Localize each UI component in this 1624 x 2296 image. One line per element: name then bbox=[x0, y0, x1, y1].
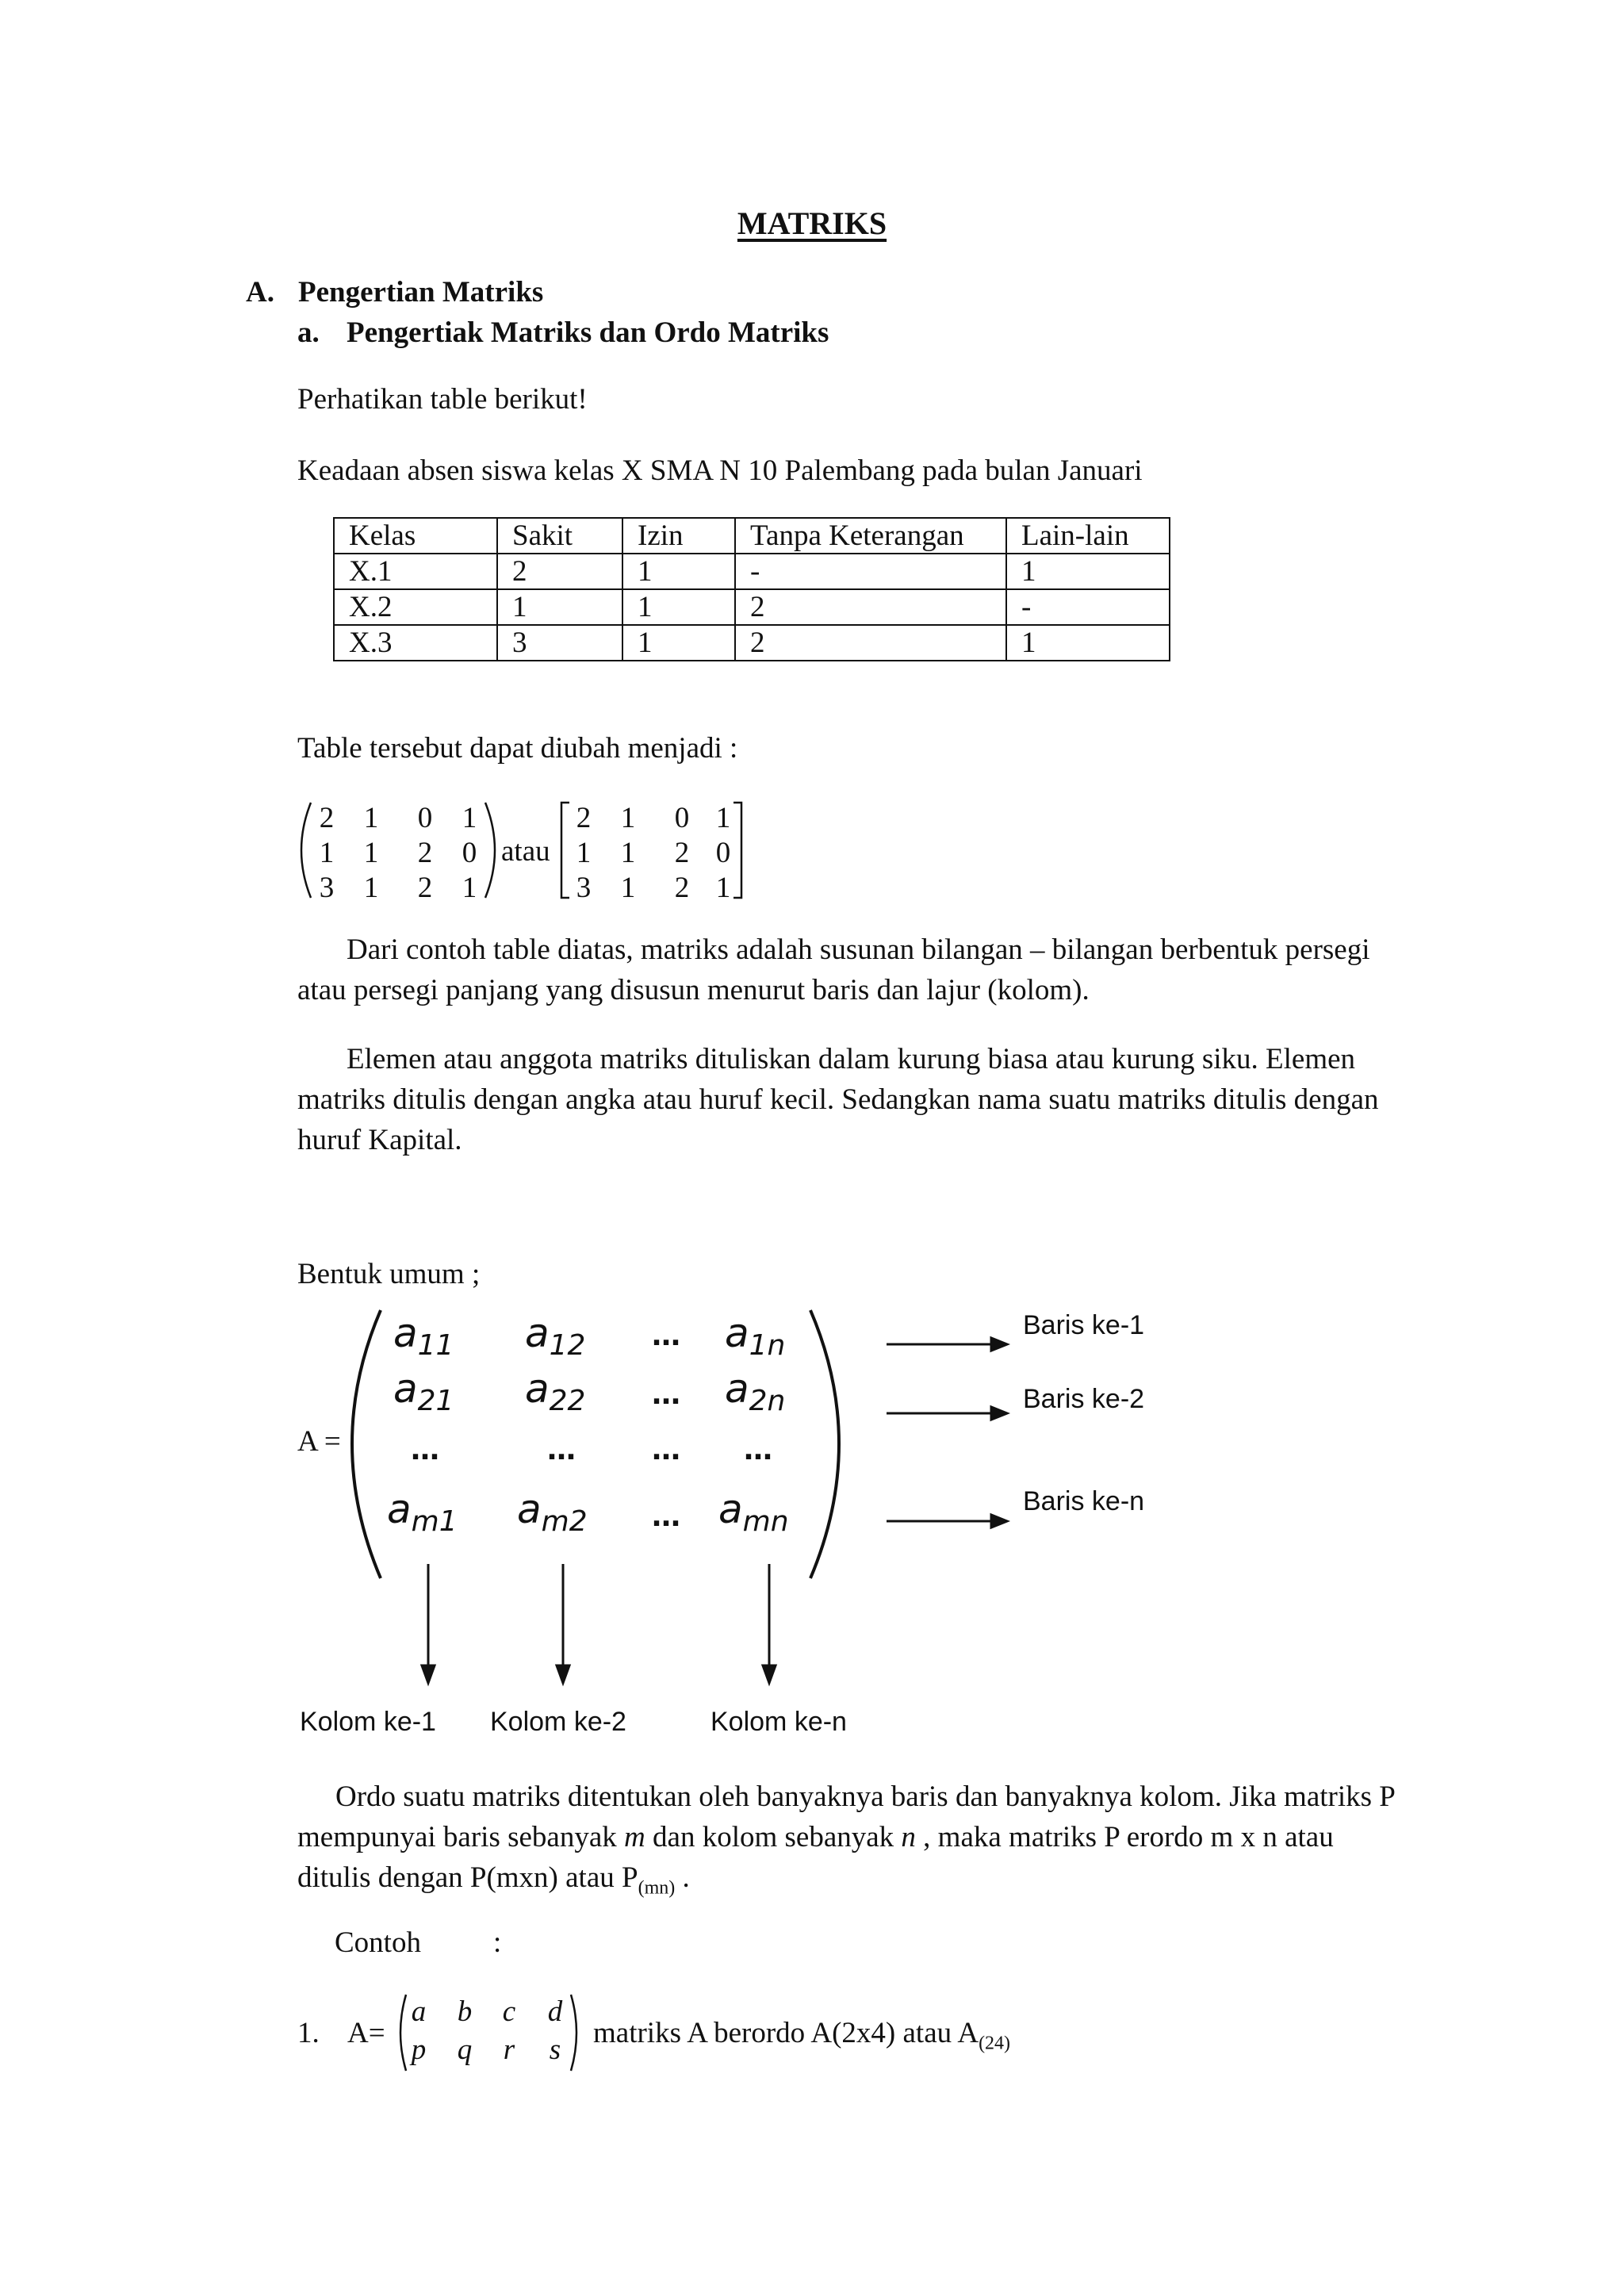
ellipsis: … bbox=[744, 1434, 773, 1466]
matrix-cell: 1 bbox=[620, 802, 636, 834]
table-header-cell: Kelas bbox=[334, 518, 497, 554]
matrix-element: $a_{12}$ bbox=[525, 1310, 586, 1362]
matrix-cell: q bbox=[457, 2033, 473, 2066]
table-cell: 1 bbox=[622, 589, 735, 625]
matrix-cell: r bbox=[503, 2033, 515, 2066]
section-number: A. bbox=[246, 276, 274, 309]
ellipsis: … bbox=[652, 1320, 681, 1352]
matrix-cell: 1 bbox=[363, 837, 379, 869]
matrix-cell: 2 bbox=[417, 872, 433, 904]
col-label-n: Kolom ke-n bbox=[710, 1707, 847, 1737]
matrix-cell: 3 bbox=[319, 872, 335, 904]
matrix-cell: 1 bbox=[620, 872, 636, 904]
row-label-2: Baris ke-2 bbox=[1023, 1384, 1145, 1414]
matrix-cell: a bbox=[411, 1995, 427, 2028]
matrix-cell: 1 bbox=[319, 837, 335, 869]
example-right-paren bbox=[571, 1995, 576, 2071]
contoh-colon: : bbox=[493, 1926, 502, 1959]
matrix-cell: 0 bbox=[715, 837, 731, 869]
arrow-head bbox=[991, 1338, 1007, 1351]
subsection-number: a. bbox=[297, 316, 320, 349]
paragraph-line: Elemen atau anggota matriks dituliskan dalam kurung biasa atau kurung siku. Elemen bbox=[347, 1043, 1356, 1075]
table-cell: - bbox=[735, 554, 1006, 589]
ellipsis: … bbox=[652, 1501, 681, 1533]
general-right-paren bbox=[810, 1310, 839, 1578]
table-header-cell: Sakit bbox=[497, 518, 622, 554]
table-cell: 1 bbox=[622, 554, 735, 589]
arrow-head bbox=[557, 1665, 569, 1683]
matrix-element: $a_{11}$ bbox=[393, 1310, 454, 1362]
table-cell: X.2 bbox=[334, 589, 497, 625]
table-cell: X.3 bbox=[334, 625, 497, 661]
row-arrows bbox=[887, 1338, 1007, 1527]
matrix-element: $a_{1n}$ bbox=[725, 1310, 786, 1362]
paragraph-line: matriks ditulis dengan angka atau huruf kecil. Sedangkan nama suatu matriks ditulis dengan bbox=[297, 1083, 1379, 1116]
matrix-cell: 1 bbox=[620, 837, 636, 869]
subsection-label: Pengertiak Matriks dan Ordo Matriks bbox=[347, 316, 829, 349]
table-cell: 2 bbox=[497, 554, 622, 589]
matrix-element: $a_{m2}$ bbox=[517, 1486, 588, 1538]
table-cell: 2 bbox=[735, 589, 1006, 625]
matrix-cell: b bbox=[457, 1995, 473, 2028]
atau-text: atau bbox=[501, 835, 550, 868]
paragraph-line: Dari contoh table diatas, matriks adalah susunan bilangan – bilangan berbentuk persegi bbox=[347, 933, 1370, 966]
arrow-head bbox=[991, 1515, 1007, 1527]
column-arrows bbox=[422, 1564, 776, 1683]
arrow-head bbox=[422, 1665, 435, 1683]
table-cell: 1 bbox=[622, 625, 735, 661]
row-label-n: Baris ke-n bbox=[1023, 1486, 1145, 1516]
matrix-cell: p bbox=[411, 2033, 427, 2066]
ordo-paragraph bbox=[297, 1777, 1423, 1908]
example-number: 1. bbox=[297, 2017, 320, 2049]
matrix-cell: 2 bbox=[319, 802, 335, 834]
matrix-element: $a_{m1}$ bbox=[387, 1486, 458, 1538]
example-description: matriks A berordo A(2x4) atau $A_{(24)}$ bbox=[593, 2017, 1011, 2054]
matrix-name-a: A = bbox=[297, 1425, 341, 1458]
table-cell: 1 bbox=[1006, 625, 1170, 661]
ellipsis: … bbox=[652, 1378, 681, 1411]
matrix-cell: d bbox=[547, 1995, 563, 2028]
matrix-cell: 1 bbox=[715, 872, 731, 904]
table-header-cell: Tanpa Keterangan bbox=[735, 518, 1006, 554]
table-cell: 1 bbox=[497, 589, 622, 625]
col-label-2: Kolom ke-2 bbox=[490, 1707, 626, 1737]
arrow-head bbox=[763, 1665, 776, 1683]
col-label-1: Kolom ke-1 bbox=[300, 1707, 436, 1737]
table-header-cell: Lain-lain bbox=[1006, 518, 1170, 554]
example-matrix-name: A= bbox=[347, 2017, 385, 2049]
matrix-element: $a_{2n}$ bbox=[725, 1366, 786, 1417]
matrix-cell: 2 bbox=[674, 837, 690, 869]
right-paren bbox=[485, 803, 495, 898]
matrix-cell: 0 bbox=[462, 837, 477, 869]
table-cell: - bbox=[1006, 589, 1170, 625]
matrix-cell: 1 bbox=[462, 872, 477, 904]
conversion-text: Table tersebut dapat diubah menjadi : bbox=[297, 732, 738, 765]
contoh-label: Contoh bbox=[335, 1926, 421, 1959]
table-header-cell: Izin bbox=[622, 518, 735, 554]
ellipsis: … bbox=[652, 1434, 681, 1466]
matrix-element: $a_{22}$ bbox=[525, 1366, 586, 1417]
left-paren bbox=[301, 803, 311, 898]
paragraph-line: atau persegi panjang yang disusun menurut baris dan lajur (kolom). bbox=[297, 974, 1090, 1006]
paragraph-line: ditulis dengan P(mxn) atau $P_{(mn)}$ . bbox=[297, 1861, 690, 1899]
element-paragraph bbox=[297, 1039, 1423, 1160]
matrix-cell: 1 bbox=[363, 872, 379, 904]
general-left-paren bbox=[352, 1310, 381, 1578]
matrix-element: $a_{21}$ bbox=[393, 1366, 454, 1417]
matrix-cell: 1 bbox=[462, 802, 477, 834]
page-title: MATRIKS bbox=[737, 205, 887, 241]
table-cell: 3 bbox=[497, 625, 622, 661]
matrix-cell: 0 bbox=[417, 802, 433, 834]
paragraph-line: huruf Kapital. bbox=[297, 1124, 462, 1156]
general-form-label: Bentuk umum ; bbox=[297, 1258, 481, 1290]
intro-text-1: Perhatikan table berikut! bbox=[297, 383, 588, 416]
table-cell: 2 bbox=[735, 625, 1006, 661]
matrix-cell: 2 bbox=[417, 837, 433, 869]
matrix-cell: 2 bbox=[576, 802, 592, 834]
matrix-cell: 1 bbox=[576, 837, 592, 869]
ellipsis: … bbox=[547, 1434, 576, 1466]
matrix-cell: s bbox=[549, 2033, 561, 2066]
paragraph-line: Ordo suatu matriks ditentukan oleh banyaknya baris dan banyaknya kolom. Jika matriks P bbox=[335, 1780, 1396, 1813]
definition-paragraph bbox=[297, 930, 1423, 1010]
section-label: Pengertian Matriks bbox=[298, 276, 544, 309]
intro-text-2: Keadaan absen siswa kelas X SMA N 10 Palembang pada bulan Januari bbox=[297, 454, 1143, 487]
matrix-cell: 0 bbox=[674, 802, 690, 834]
ellipsis: … bbox=[411, 1434, 440, 1466]
matrix-cell: c bbox=[502, 1995, 516, 2028]
matrix-cell: 1 bbox=[363, 802, 379, 834]
table-cell: 1 bbox=[1006, 554, 1170, 589]
arrow-head bbox=[991, 1407, 1007, 1420]
matrix-cell: 1 bbox=[715, 802, 731, 834]
table-cell: X.1 bbox=[334, 554, 497, 589]
row-label-1: Baris ke-1 bbox=[1023, 1310, 1145, 1340]
matrix-cell: 2 bbox=[674, 872, 690, 904]
paragraph-line: mempunyai baris sebanyak m dan kolom sebanyak n , maka matriks P erordo m x n atau bbox=[297, 1821, 1334, 1853]
matrix-cell: 3 bbox=[576, 872, 592, 904]
matrix-element: $a_{mn}$ bbox=[718, 1486, 789, 1538]
